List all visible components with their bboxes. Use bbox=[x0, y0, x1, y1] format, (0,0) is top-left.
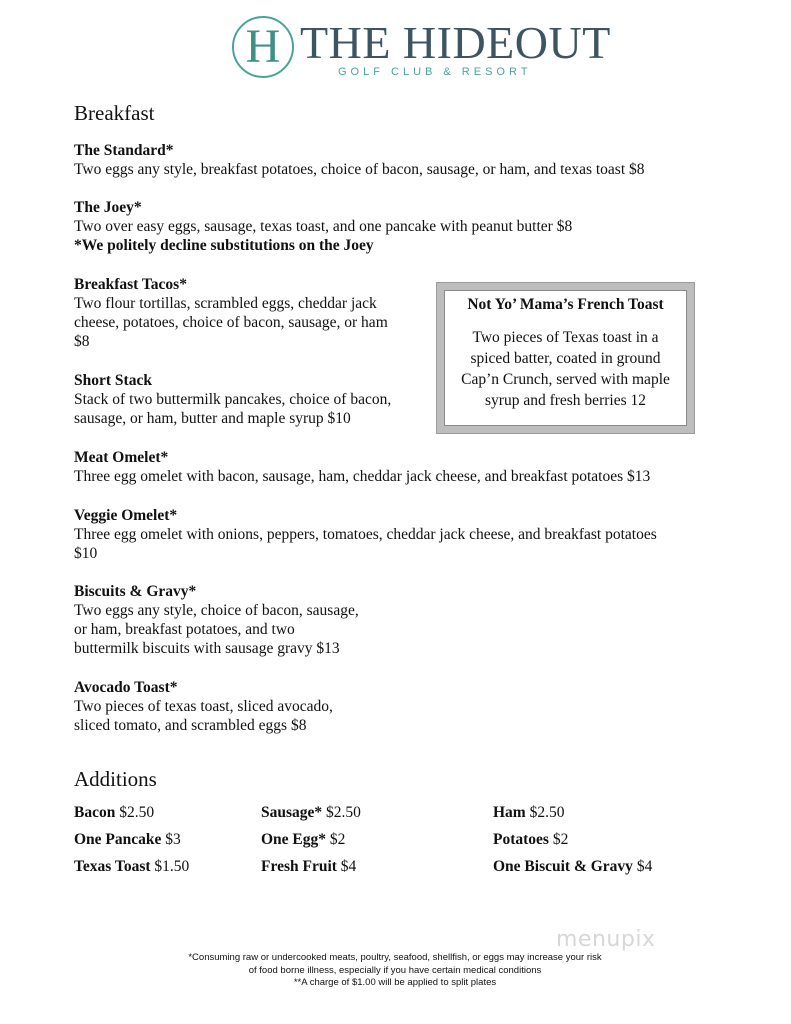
item-name: Avocado Toast* bbox=[74, 679, 178, 696]
addition-price: $2 bbox=[552, 831, 569, 848]
addition-one-biscuit-gravy bbox=[493, 858, 652, 876]
menu-item-the-joey bbox=[74, 198, 572, 255]
addition-price: $3 bbox=[165, 831, 181, 848]
addition-price: $4 bbox=[636, 858, 653, 875]
footer-line: of food borne illness, especially if you have certain medical conditions bbox=[248, 964, 542, 976]
feature-desc-line: Two pieces of Texas toast in a bbox=[472, 329, 659, 346]
addition-name: One Pancake bbox=[74, 831, 162, 848]
addition-name: Potatoes bbox=[493, 831, 549, 848]
item-name: Breakfast Tacos* bbox=[74, 276, 187, 293]
addition-name: Sausage* bbox=[261, 804, 323, 821]
footer-line: **A charge of $1.00 will be applied to split plates bbox=[293, 977, 497, 988]
feature-desc-line: Cap’n Crunch, served with maple bbox=[461, 371, 670, 388]
item-note: *We politely decline substitutions on the Joey bbox=[74, 237, 374, 254]
item-desc: Two eggs any style, breakfast potatoes, choice of bacon, sausage, or ham, and texas toast $8 bbox=[74, 161, 645, 178]
item-name: The Standard* bbox=[74, 142, 174, 159]
addition-name: Texas Toast bbox=[74, 858, 151, 875]
menu-item-veggie-omelet bbox=[74, 506, 657, 563]
addition-sausage bbox=[261, 804, 361, 822]
addition-potatoes bbox=[493, 831, 568, 849]
addition-fresh-fruit bbox=[261, 858, 356, 876]
item-desc: Two pieces of texas toast, sliced avocado, bbox=[74, 698, 333, 715]
item-desc: Two over easy eggs, sausage, texas toast, and one pancake with peanut butter $8 bbox=[74, 218, 573, 235]
menu-item-the-standard bbox=[74, 141, 645, 179]
item-desc: $8 bbox=[74, 333, 90, 350]
item-desc: Two flour tortillas, scrambled eggs, cheddar jack bbox=[74, 295, 377, 312]
logo-title: THE HIDEOUT bbox=[300, 17, 611, 68]
footer-disclaimer bbox=[160, 952, 630, 990]
addition-name: Bacon bbox=[74, 804, 116, 821]
item-name: The Joey* bbox=[74, 199, 142, 216]
addition-one-egg bbox=[261, 831, 345, 849]
addition-price: $2 bbox=[329, 831, 346, 848]
addition-price: $2.50 bbox=[326, 804, 361, 821]
menu-item-meat-omelet bbox=[74, 448, 650, 486]
feature-title: Not Yo’ Mama’s French Toast bbox=[467, 296, 664, 313]
addition-name: One Egg* bbox=[261, 831, 327, 848]
addition-price: $2.50 bbox=[119, 804, 155, 821]
item-name: Meat Omelet* bbox=[74, 449, 169, 466]
logo-letter: H bbox=[245, 20, 281, 73]
item-desc: cheese, potatoes, choice of bacon, sausage, or ham bbox=[74, 314, 388, 331]
watermark: menupix bbox=[556, 927, 656, 952]
menu-item-biscuits-gravy bbox=[74, 582, 359, 658]
item-desc: sausage, or ham, butter and maple syrup $10 bbox=[74, 410, 351, 427]
menu-item-breakfast-tacos bbox=[74, 275, 388, 351]
item-desc: sliced tomato, and scrambled eggs $8 bbox=[74, 717, 307, 734]
feature-desc-line: spiced batter, coated in ground bbox=[470, 350, 661, 367]
item-desc: Stack of two buttermilk pancakes, choice of bacon, bbox=[74, 391, 392, 408]
additions-heading: Additions bbox=[74, 767, 157, 791]
item-name: Veggie Omelet* bbox=[74, 507, 178, 524]
addition-name: Fresh Fruit bbox=[261, 858, 337, 875]
addition-ham bbox=[493, 804, 564, 822]
addition-price: $4 bbox=[340, 858, 357, 875]
item-desc: Two eggs any style, choice of bacon, sausage, bbox=[74, 602, 359, 619]
item-desc: $10 bbox=[74, 545, 98, 562]
item-name: Biscuits & Gravy* bbox=[74, 583, 197, 600]
addition-texas-toast bbox=[74, 858, 189, 876]
addition-price: $2.50 bbox=[529, 804, 565, 821]
menu-item-avocado-toast bbox=[74, 678, 333, 735]
item-desc: Three egg omelet with onions, peppers, tomatoes, cheddar jack cheese, and breakfast potatoes bbox=[74, 526, 657, 543]
addition-name: One Biscuit & Gravy bbox=[493, 858, 633, 875]
item-name: Short Stack bbox=[74, 372, 152, 389]
footer-line: *Consuming raw or undercooked meats, poultry, seafood, shellfish, or eggs may increase your risk bbox=[188, 952, 602, 963]
addition-bacon bbox=[74, 804, 154, 822]
addition-price: $1.50 bbox=[154, 858, 190, 875]
item-desc: buttermilk biscuits with sausage gravy $13 bbox=[74, 640, 340, 657]
feature-desc bbox=[452, 327, 679, 411]
item-desc: Three egg omelet with bacon, sausage, ham, cheddar jack cheese, and breakfast potatoes $13 bbox=[74, 468, 651, 485]
item-desc: or ham, breakfast potatoes, and two bbox=[74, 621, 295, 638]
addition-name: Ham bbox=[493, 804, 526, 821]
menu-item-short-stack bbox=[74, 371, 391, 428]
feature-desc-line: syrup and fresh berries 12 bbox=[485, 392, 646, 409]
addition-one-pancake bbox=[74, 831, 181, 849]
breakfast-heading: Breakfast bbox=[74, 101, 155, 125]
logo-subtitle: GOLF CLUB & RESORT bbox=[338, 66, 532, 78]
